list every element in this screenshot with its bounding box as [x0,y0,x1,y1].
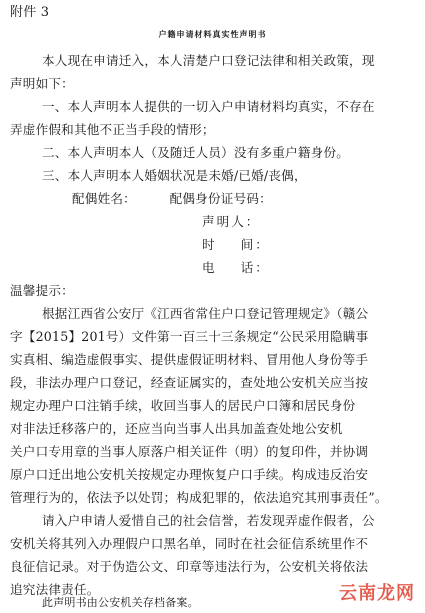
reminder-line-10: 请入户申请人爱惜自己的社会信誉，若发现弄虚作假者，公 [42,513,375,528]
reminder-line-12: 良征信记录。对于伪造公文、印章等违法行为，公安机关将依法 [10,559,369,574]
document-title: 户籍申请材料真实性声明书 [158,29,267,39]
reminder-line-7: 关户口专用章的当事人原落户相关证件（明）的复印件，并协调 [10,444,369,459]
attachment-label: 附件 3 [10,5,50,20]
body-line-3: 一、本人声明本人提供的一切入户申请材料均真实，不存在 [42,99,375,114]
site-watermark: 云南龙网 [339,583,415,604]
reminder-heading: 温馨提示： [10,283,74,298]
body-line-4: 弄虚作假和其他不正当手段的情形； [10,122,215,137]
reminder-line-6: 对非法迁移落户的，还应当向当事人出具加盖查处地公安机 [10,421,343,436]
signature-phone: 电 话： [202,260,270,275]
reminder-line-13: 追究法律责任。 [10,582,100,597]
reminder-line-11: 安机关将其列入办理假户口黑名单，同时在社会征信系统里作不 [10,536,369,551]
reminder-line-8: 原户口迁出地公安机关按规定办理恢复户口手续。构成违反治安 [10,467,369,482]
signature-declarant: 声明人： [202,214,261,229]
reminder-line-9: 管理行为的，依法予以处罚；构成犯罪的，依法追究其刑事责任”。 [10,490,388,505]
spouse-fields: 配偶姓名： 配偶身份证号码： [72,191,272,206]
body-line-6: 三、本人声明本人婚姻状况是未婚/已婚/丧偶， [42,168,307,183]
reminder-line-2: 字【2015】201号）文件第一百三十三条规定“公民采用隐瞒事 [10,329,369,344]
signature-time: 时 间： [202,237,270,252]
reminder-line-14: 此声明书由公安机关存档备案。 [42,596,199,609]
reminder-line-4: 段，非法办理户口登记，经查证属实的，查处地公安机关应当按 [10,375,369,390]
reminder-line-3: 实真相、编造虚假事实、提供虚假证明材料、冒用他人身份等手 [10,352,369,367]
body-line-2: 声明如下： [10,76,74,91]
body-line-5: 二、本人声明本人（及随迁人员）没有多重户籍身份。 [42,145,350,160]
reminder-line-5: 规定办理户口注销手续，收回当事人的居民户口簿和居民身份 [10,398,356,413]
body-line-1: 本人现在申请迁入，本人清楚户口登记法律和相关政策，现 [42,53,375,68]
reminder-line-1: 根据江西省公安厅《江西省常住户口登记管理规定》（赣公 [42,306,369,321]
